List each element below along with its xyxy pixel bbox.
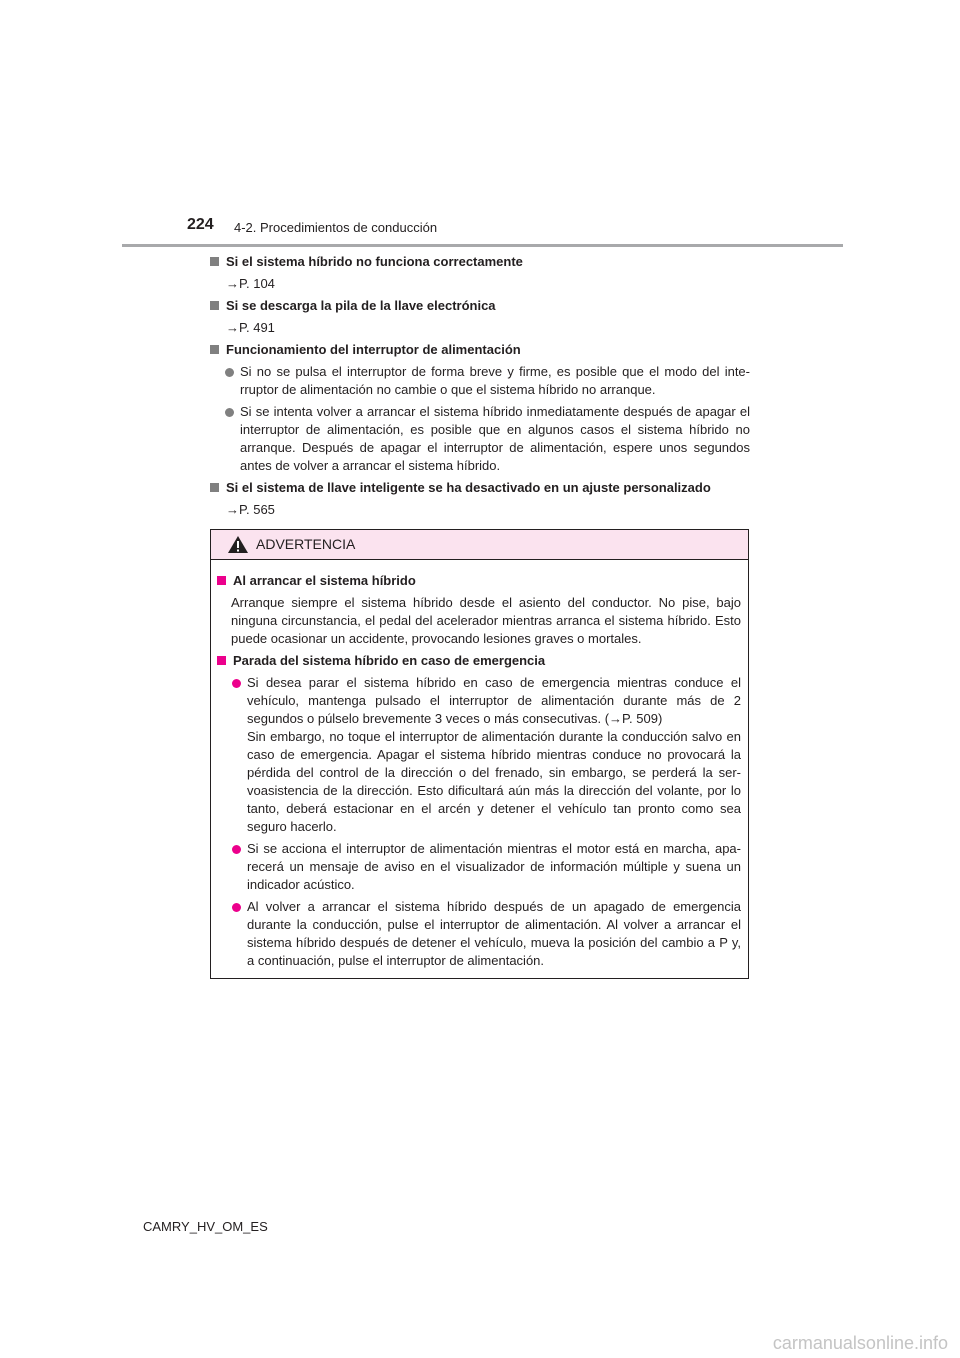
warning-section-heading: Parada del sistema híbrido en caso de emergencia [217, 652, 741, 670]
section-title: 4-2. Procedimientos de conducción [234, 220, 438, 235]
warning-bullet-item: Si se acciona el interruptor de alimentación mientras el motor está en marcha, apa-recerá un mensaje de aviso en el visualizador de información múltiple y suena un indicador acústico. [217, 840, 741, 894]
body-content [210, 253, 750, 523]
header-rule [122, 244, 843, 247]
page-reference: →P. 565 [226, 502, 275, 517]
warning-section-heading: Al arrancar el sistema híbrido [217, 572, 741, 590]
page-number: 224 [187, 216, 214, 233]
page-reference: →P. 104 [226, 276, 275, 291]
bullet-item: Si se intenta volver a arrancar el sistema híbrido inmediatamente después de apagar el interruptor de alimentación, es posible que en algunos casos el sistema híbrido no arranque. Después de apagar el interruptor de alimentación, espere unos segundos antes de volver a arrancar el sistema híbrido. [210, 403, 750, 475]
warning-triangle-icon [227, 535, 249, 554]
watermark: carmanualsonline.info [772, 1333, 948, 1353]
page-reference: →P. 491 [226, 320, 275, 335]
warning-title: ADVERTENCIA [256, 536, 356, 552]
warning-bullet-item [217, 674, 741, 728]
bullet-item: Si no se pulsa el interruptor de forma breve y firme, es posible que el modo del inte-rruptor de alimentación no cambie o que el sistema híbrido no arranque. [210, 363, 750, 399]
warning-bullet-item: Al volver a arrancar el sistema híbrido después de un apagado de emergencia durante la conducción, pulse el interruptor de alimentación. Al volver a arrancar el sistema híbrido después de detener el vehículo, mueva la posición del cambio a P y, a continuación, pulse el interruptor de alimentación. [217, 898, 741, 970]
warning-box [210, 529, 749, 979]
section-heading: Funcionamiento del interruptor de alimentación [210, 341, 750, 359]
warning-paragraph: Arranque siempre el sistema híbrido desde el asiento del conductor. No pise, bajo ninguna circunstancia, el pedal del acelerador mientras arranca el sistema híbrido. Esto puede ocasionar un accidente, provocando lesiones graves o mortales. [231, 595, 741, 646]
warning-bullet-continuation: Sin embargo, no toque el interruptor de alimentación durante la conducción salvo en caso de emergencia. Apagar el sistema híbrido mientras conduce no provocará la pérdida del control de la dirección o del frenado, sin embargo, se perderá la ser-voasistencia de la dirección. Esto dificultará aún más la dirección del volante, por lo tanto, deberá estacionar en el arcén y detener el vehículo tan pronto como sea seguro hacerlo. [247, 729, 741, 834]
warning-bullet-text: Si desea parar el sistema híbrido en caso de emergencia mientras conduce el vehículo, mantenga pulsado el interruptor de alimentación durante más de 2 segundos o púlselo brevemente 3 veces o más consecutivas. (→P. 509) [247, 675, 741, 726]
warning-header [211, 530, 748, 560]
footer-code: CAMRY_HV_OM_ES [143, 1219, 268, 1234]
section-heading: Si se descarga la pila de la llave electrónica [210, 297, 750, 315]
section-heading: Si el sistema híbrido no funciona correctamente [210, 253, 750, 271]
warning-body [211, 560, 748, 970]
section-heading: Si el sistema de llave inteligente se ha desactivado en un ajuste personalizado [210, 479, 750, 497]
